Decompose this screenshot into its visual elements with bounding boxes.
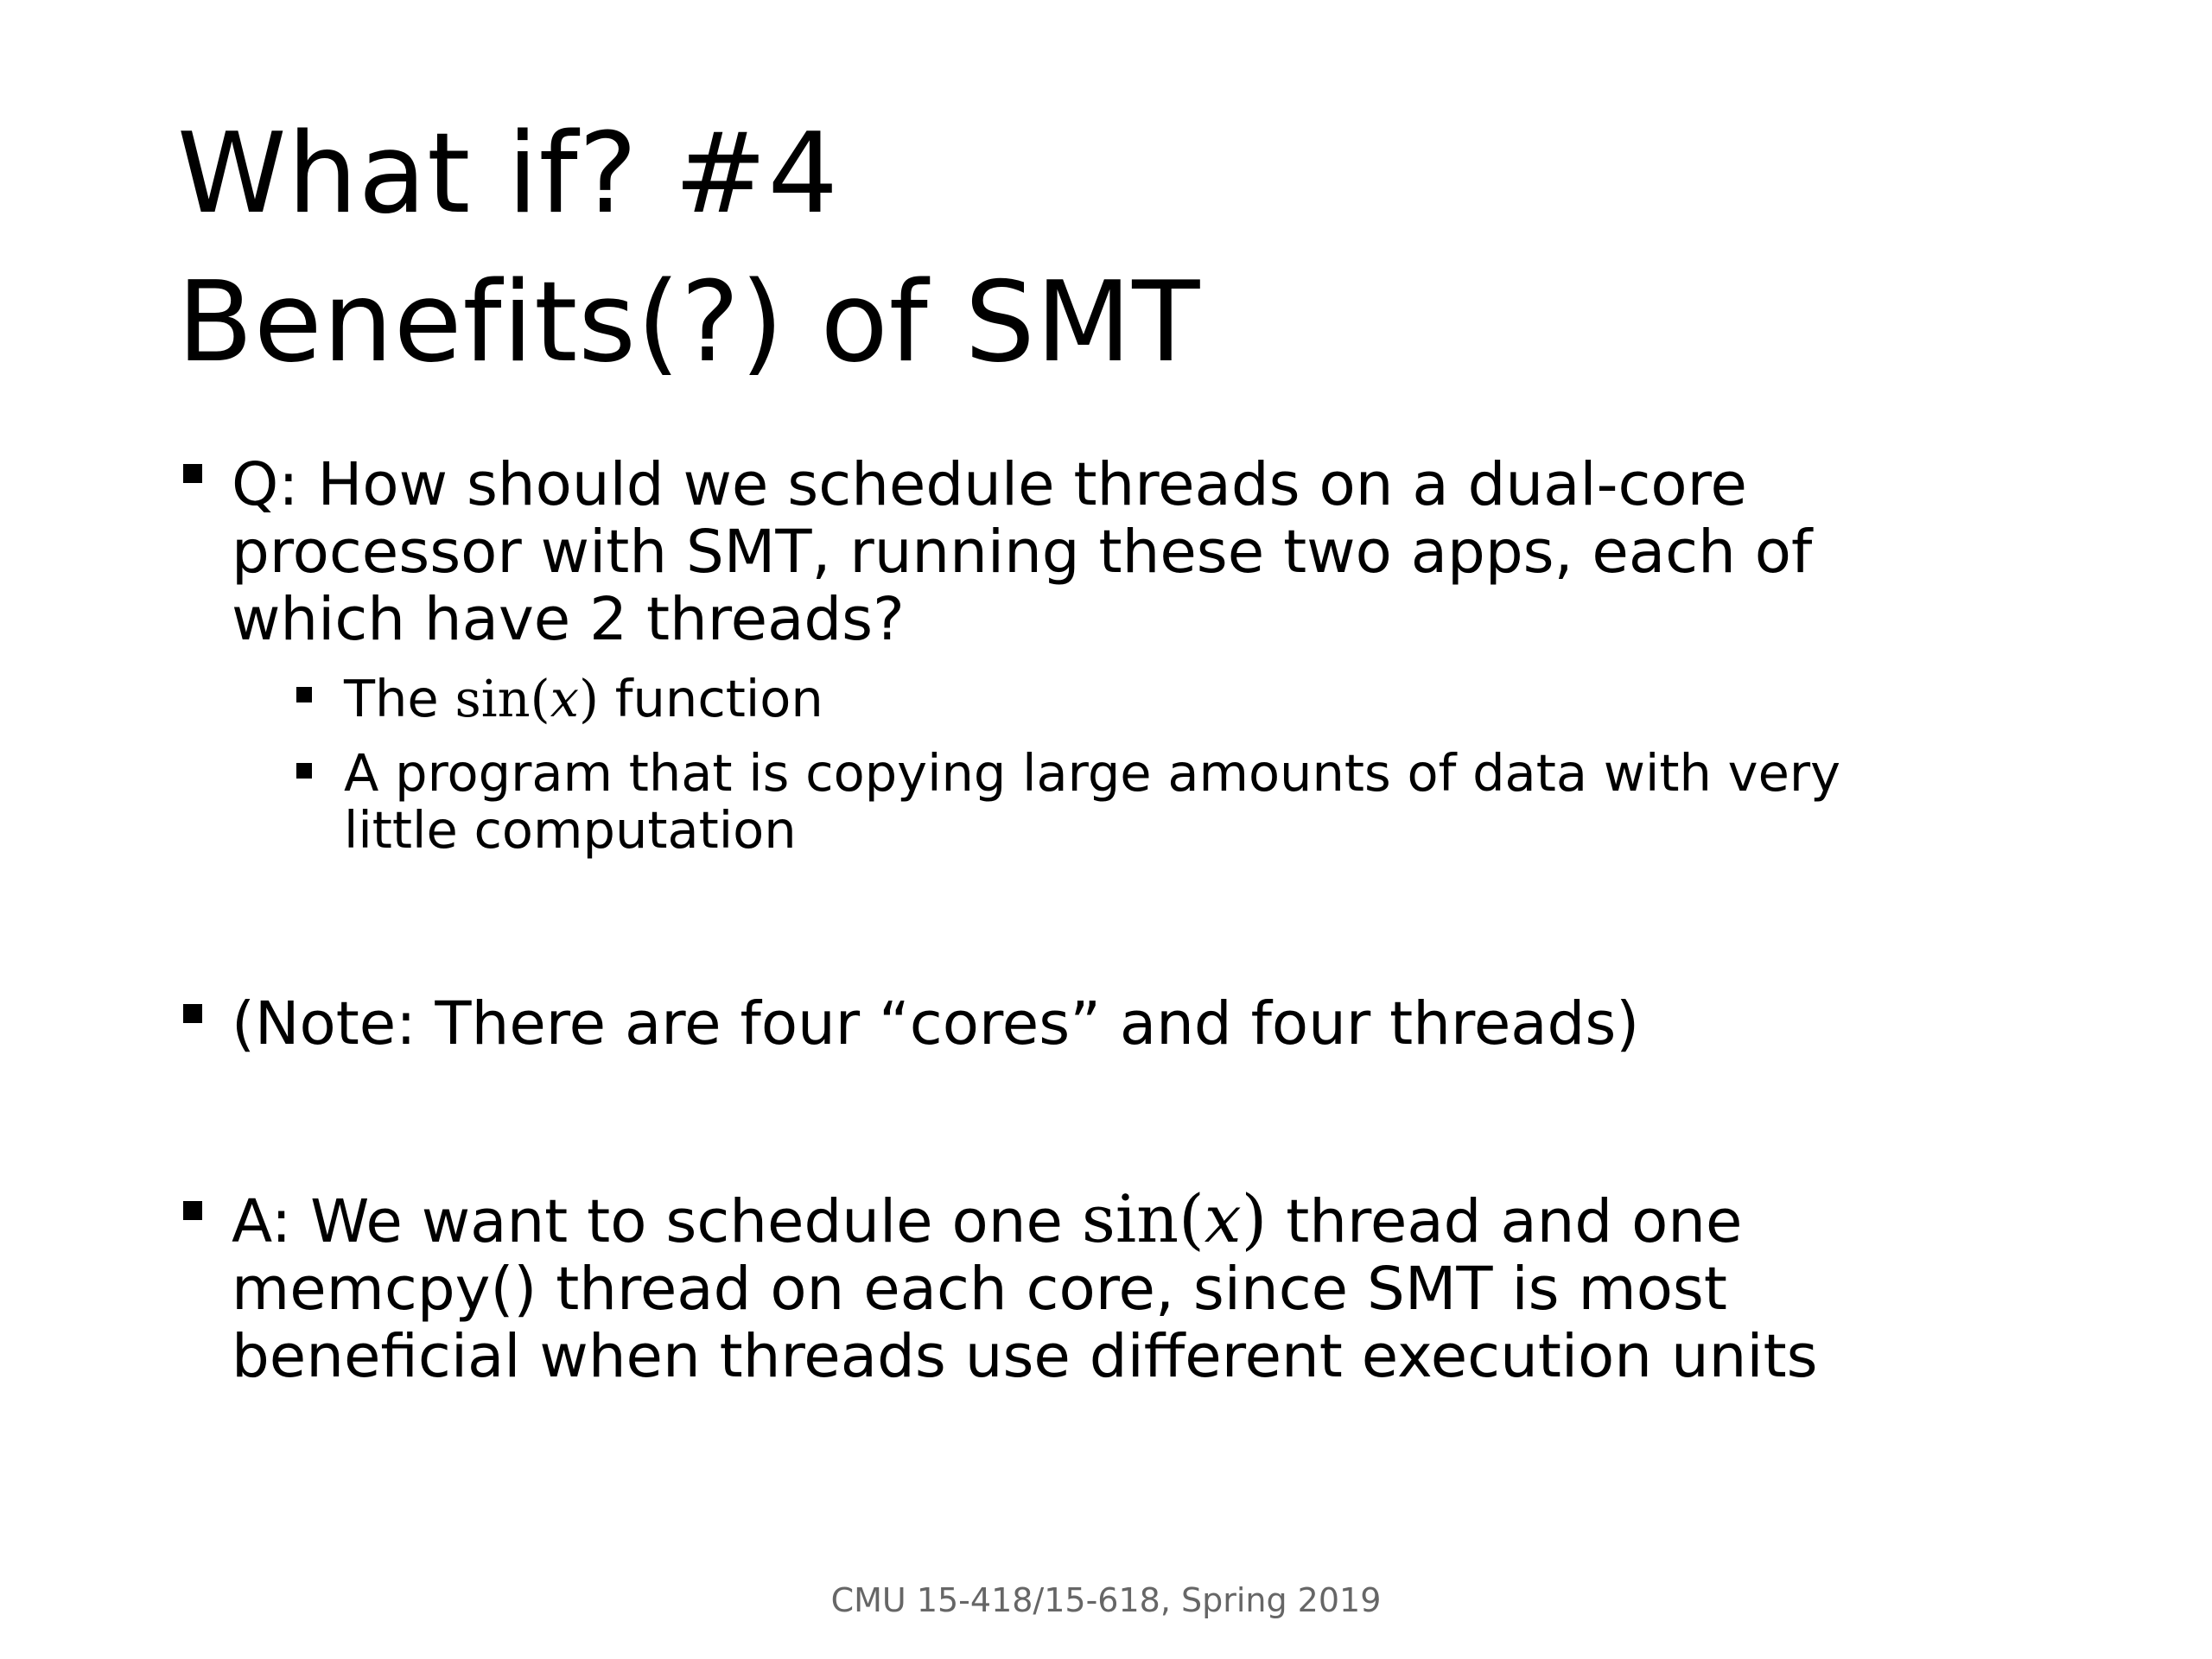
bullet-marker [183, 1004, 202, 1023]
sub-bullet-sin-suffix: function [599, 669, 823, 728]
sub-bullet-sin-function [344, 671, 823, 728]
sub-bullet-sin-prefix: The [344, 669, 455, 728]
sin-fn: sin [1081, 1180, 1179, 1257]
bullet-marker [183, 1201, 202, 1220]
sub-bullet-marker [296, 687, 312, 702]
bullet-question-line-3: which have 2 threads? [232, 585, 905, 654]
sin-var-x: x [550, 669, 579, 728]
bullet-question-line-1: Q: How should we schedule threads on a dual-core [232, 450, 1747, 519]
sin-fn: sin [454, 669, 531, 728]
bullet-question-line-2: processor with SMT, running these two apps, each of [232, 518, 1813, 587]
sin-x-math [1082, 1180, 1267, 1257]
bullet-answer-line-1 [232, 1180, 1818, 1257]
bullet-answer-line-3: beneficial when threads use different execution units [232, 1322, 1818, 1391]
sin-open-paren: ( [530, 669, 550, 728]
sin-var-x: x [1204, 1180, 1242, 1257]
sub-bullet-copy-program [344, 745, 1840, 859]
sub-bullet-marker [296, 763, 312, 779]
bullet-note [232, 990, 1639, 1058]
sin-open-paren: ( [1179, 1180, 1205, 1257]
bullet-marker [183, 464, 202, 483]
answer-suffix: thread and one [1267, 1187, 1743, 1256]
slide-footer: CMU 15-418/15-618, Spring 2019 [830, 1581, 1382, 1619]
bullet-answer [232, 1180, 1818, 1391]
bullet-question [232, 451, 1812, 653]
bullet-answer-line-2: memcpy() thread on each core, since SMT is most [232, 1255, 1727, 1324]
sub-bullet-copy-line-1: A program that is copying large amounts of data with very [344, 743, 1841, 803]
slide-title-line-2: Benefits(?) of SMT [177, 258, 1201, 387]
bullet-note-line-1: (Note: There are four “cores” and four threads) [232, 989, 1640, 1058]
slide-title-line-1: What if? #4 [177, 110, 839, 238]
sin-x-math [455, 669, 600, 728]
sin-close-paren: ) [1241, 1180, 1268, 1257]
answer-prefix: A: We want to schedule one [232, 1187, 1082, 1256]
sub-bullet-copy-line-2: little computation [344, 800, 797, 860]
sin-close-paren: ) [578, 669, 599, 728]
